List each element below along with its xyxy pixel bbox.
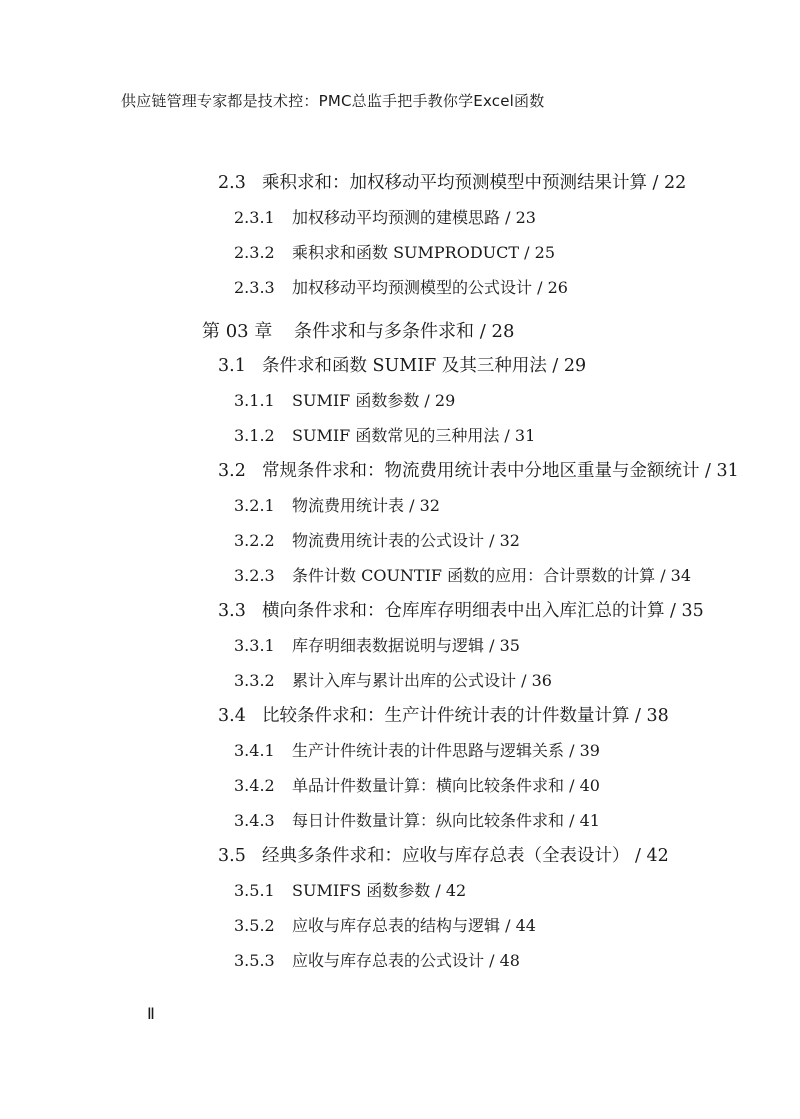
toc-entry [234,280,568,296]
toc-entry [234,743,600,759]
toc-number: 3.2.2 [234,531,275,550]
toc-entry [234,568,691,584]
toc-entry [218,708,669,726]
toc-title: 累计入库与累计出库的公式设计 / 36 [292,671,552,690]
toc-number: 3.2.1 [234,496,275,515]
toc-number: 3.5.3 [234,951,275,970]
toc-number: 3.5.1 [234,881,275,900]
toc-entry [234,393,455,409]
toc-title: 物流费用统计表 / 32 [292,496,440,515]
toc-number: 第 03 章 [202,321,273,342]
toc-number: 3.1 [218,356,246,376]
toc-title: 条件求和函数 SUMIF 及其三种用法 / 29 [262,356,587,376]
toc-entry [234,638,520,654]
toc-title: 单品计件数量计算：横向比较条件求和 / 40 [292,776,600,795]
toc-number: 3.1.2 [234,426,275,445]
toc-title: 加权移动平均预测模型的公式设计 / 26 [292,278,568,297]
running-head: 供应链管理专家都是技术控：PMC总监手把手教你学Excel函数 [121,92,545,110]
toc-entry [234,533,520,549]
toc-entry [234,210,536,226]
toc-title: 每日计件数量计算：纵向比较条件求和 / 41 [292,811,600,830]
toc-title: 应收与库存总表的结构与逻辑 / 44 [292,916,536,935]
toc-title: SUMIFS 函数参数 / 42 [292,881,467,900]
toc-title: 乘积求和：加权移动平均预测模型中预测结果计算 / 22 [262,173,687,193]
toc-number: 3.3.2 [234,671,275,690]
toc-entry [218,463,739,481]
toc-title: 乘积求和函数 SUMPRODUCT / 25 [292,243,555,262]
toc-title: 常规条件求和：物流费用统计表中分地区重量与金额统计 / 31 [262,461,739,481]
toc-entry [234,813,600,829]
toc-entry [234,245,555,261]
toc-number: 2.3.1 [234,208,275,227]
toc-entry [218,848,669,866]
toc-number: 2.3.2 [234,243,275,262]
toc-number: 3.4.3 [234,811,275,830]
toc-entry [218,603,704,621]
toc-title: 条件计数 COUNTIF 函数的应用：合计票数的计算 / 34 [292,566,692,585]
toc-title: 横向条件求和：仓库库存明细表中出入库汇总的计算 / 35 [262,601,704,621]
toc-number: 3.5 [218,846,246,866]
page-number: Ⅱ [147,1004,155,1023]
toc-title: 经典多条件求和：应收与库存总表（全表设计） / 42 [262,846,669,866]
toc-title: 生产计件统计表的计件思路与逻辑关系 / 39 [292,741,600,760]
toc-number: 3.4.1 [234,741,275,760]
toc-title: 条件求和与多条件求和 / 28 [294,321,515,342]
toc-title: 库存明细表数据说明与逻辑 / 35 [292,636,520,655]
toc-number: 2.3.3 [234,278,275,297]
toc-number: 3.3.1 [234,636,275,655]
toc-entry [234,778,600,794]
toc-number: 3.2 [218,461,246,481]
toc-title: 加权移动平均预测的建模思路 / 23 [292,208,536,227]
toc-number: 3.1.1 [234,391,275,410]
toc-number: 3.4 [218,706,246,726]
toc-entry [234,428,535,444]
toc-entry [234,953,520,969]
toc-entry [218,358,586,376]
toc-number: 3.3 [218,601,246,621]
toc-title: 比较条件求和：生产计件统计表的计件数量计算 / 38 [262,706,669,726]
toc-entry [234,918,536,934]
toc-entry [234,673,552,689]
toc-number: 3.2.3 [234,566,275,585]
toc-number: 2.3 [218,173,246,193]
toc-entry [218,175,686,193]
toc-entry [234,883,466,899]
toc-number: 3.4.2 [234,776,275,795]
toc-entry [234,498,440,514]
toc-title: SUMIF 函数参数 / 29 [292,391,456,410]
toc-number: 3.5.2 [234,916,275,935]
toc-title: 应收与库存总表的公式设计 / 48 [292,951,520,970]
toc-chapter [202,323,514,341]
toc-title: SUMIF 函数常见的三种用法 / 31 [292,426,536,445]
toc-title: 物流费用统计表的公式设计 / 32 [292,531,520,550]
